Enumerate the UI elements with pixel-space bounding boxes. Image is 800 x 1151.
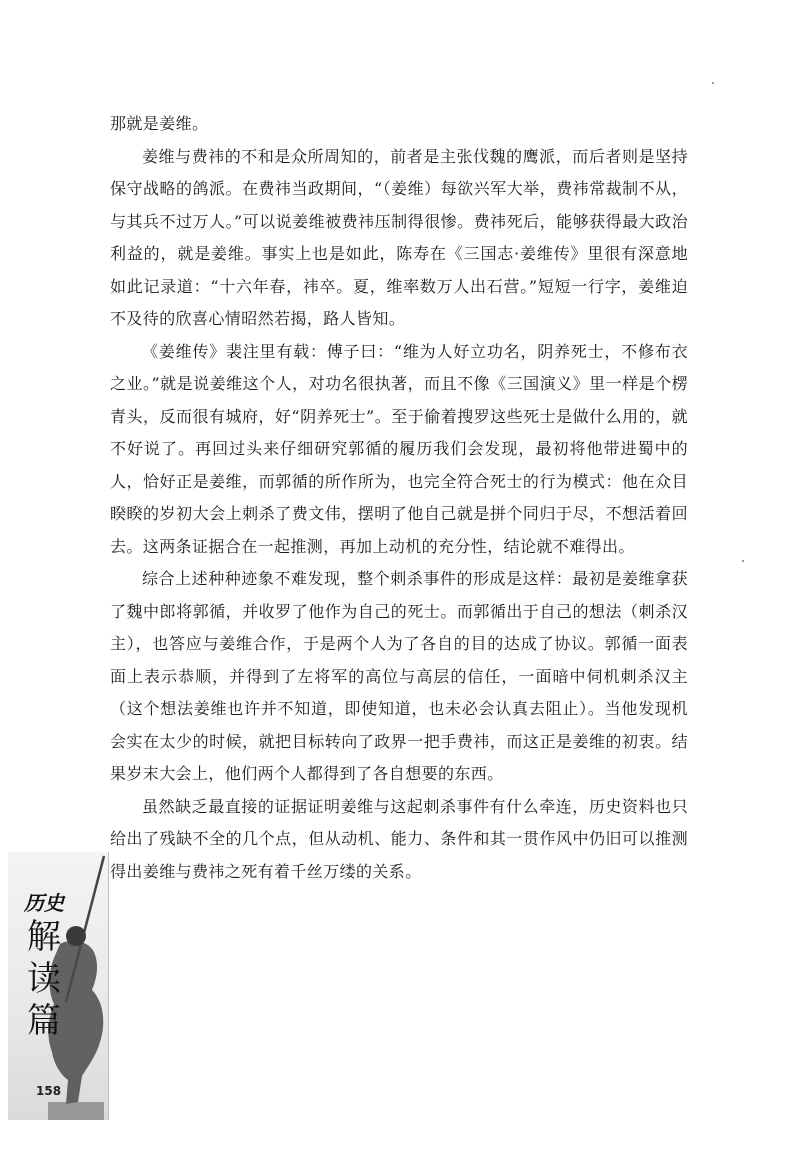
banner-title (14, 890, 74, 1042)
scan-speck (712, 82, 714, 84)
banner-title-char: 解 (27, 917, 61, 957)
paragraph: 姜维与费祎的不和是众所周知的，前者是主张伐魏的鹰派，而后者则是坚持保守战略的鸽派。在费祎当政期间，“（姜维）每欲兴军大举，费祎常裁制不从，与其兵不过万人。”可以说姜维被费祎压制得很惨。费祎死后，能够获得最大政治利益的，就是姜维。事实上也是如此，陈寿在《三国志·姜维传》里很有深意地如此记录道：“十六年春，祎卒。夏，维率数万人出石营。”短短一行字，姜维迫不及待的欣喜心情昭然若揭，路人皆知。 (110, 146, 688, 328)
ground-shadow (48, 1102, 104, 1120)
scan-speck (742, 560, 744, 562)
banner-title-small: 历史 (24, 891, 64, 915)
paragraph: 《姜维传》裴注里有载：傅子曰：“维为人好立功名，阴养死士，不修布衣之业。”就是说姜维这个人，对功名很执著，而且不像《三国演义》里一样是个楞青头，反而很有城府，好“阴养死士”。至于偷着搜罗这些死士是做什么用的，就不好说了。再回过头来仔细研究郭循的履历我们会发现，最初将他带进蜀中的人，恰好正是姜维，而郭循的所作所为，也完全符合死士的行为模式：他在众目睽睽的岁初大会上刺杀了费文伟，摆明了他自己就是拼个同归于尽，不想活着回去。这两条证据合在一起推测，再加上动机的充分性，结论就不难得出。 (110, 341, 688, 556)
body-text (110, 108, 688, 888)
chapter-side-banner (0, 852, 110, 1122)
page-number: 158 (36, 1084, 62, 1098)
paragraph: 综合上述种种迹象不难发现，整个刺杀事件的形成是这样：最初是姜维拿获了魏中郎将郭循，并收罗了他作为自己的死士。而郭循出于自己的想法（刺杀汉主），也答应与姜维合作，于是两个人为了各自的目的达成了协议。郭循一面表面上表示恭顺，并得到了左将军的高位与高层的信任，一面暗中伺机刺杀汉主（这个想法姜维也许并不知道，即使知道，也未必会认真去阻止）。当他发现机会实在太少的时候，就把目标转向了政界一把手费祎，而这正是姜维的初衷。结果岁末大会上，他们两个人都得到了各自想要的东西。 (110, 569, 688, 783)
paragraph: 虽然缺乏最直接的证据证明姜维与这起刺杀事件有什么牵连，历史资料也只给出了残缺不全的几个点，但从动机、能力、条件和其一贯作风中仍旧可以推测得出姜维与费祎之死有着千丝万缕的关系。 (110, 796, 688, 881)
paragraph: 那就是姜维。 (110, 114, 209, 133)
banner-title-char: 篇 (27, 1001, 61, 1041)
banner-title-char: 读 (27, 959, 61, 999)
